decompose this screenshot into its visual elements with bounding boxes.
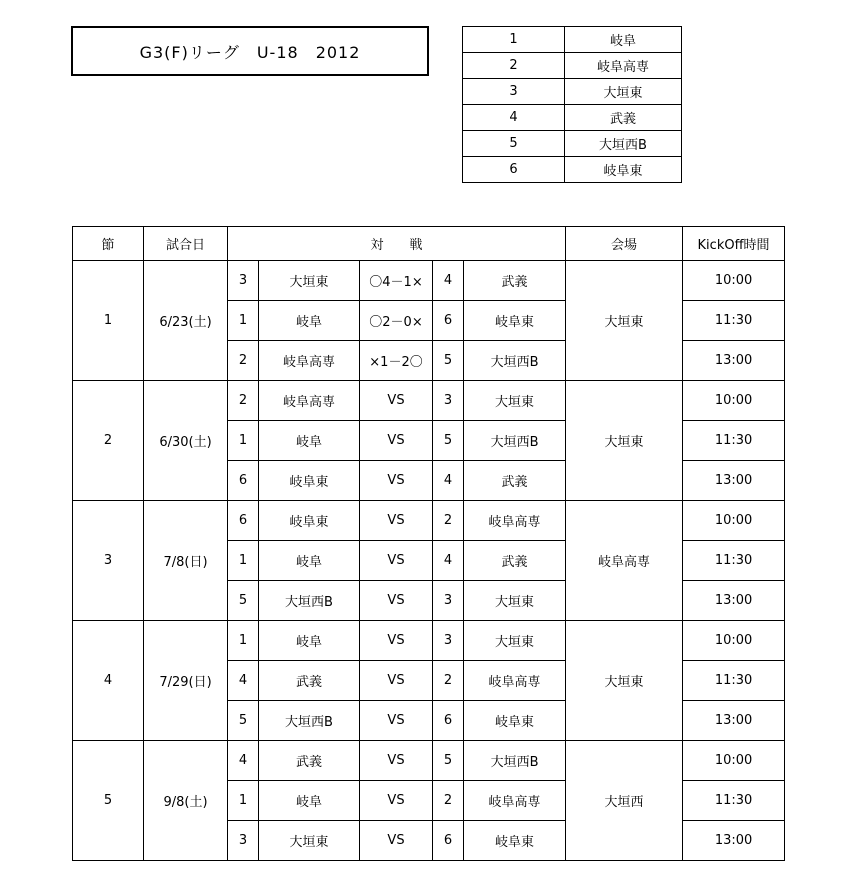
away-team-name: 岐阜東: [464, 301, 566, 341]
away-team-name: 大垣西B: [464, 421, 566, 461]
team-row: [463, 157, 682, 183]
team-name: 大垣東: [565, 79, 682, 105]
away-team-number: 5: [433, 741, 464, 781]
page-title: G3(F)リーグ U-18 2012: [71, 26, 429, 76]
kickoff-time: 10:00: [683, 501, 785, 541]
kickoff-time: 11:30: [683, 781, 785, 821]
match-result: VS: [360, 581, 433, 621]
away-team-name: 武義: [464, 461, 566, 501]
kickoff-time: 11:30: [683, 661, 785, 701]
home-team-name: 岐阜: [259, 781, 360, 821]
team-number: 4: [463, 105, 565, 131]
header-match: 対 戦: [228, 227, 566, 261]
team-name: 岐阜: [565, 27, 682, 53]
round-number: 4: [73, 621, 144, 741]
home-team-name: 大垣西B: [259, 701, 360, 741]
match-row: [73, 741, 785, 781]
away-team-number: 5: [433, 341, 464, 381]
match-result: VS: [360, 741, 433, 781]
match-result: VS: [360, 821, 433, 861]
away-team-name: 大垣東: [464, 621, 566, 661]
kickoff-time: 11:30: [683, 541, 785, 581]
team-number: 3: [463, 79, 565, 105]
match-result: VS: [360, 701, 433, 741]
team-number: 2: [463, 53, 565, 79]
match-result: VS: [360, 501, 433, 541]
home-team-name: 岐阜: [259, 421, 360, 461]
home-team-number: 1: [228, 541, 259, 581]
home-team-name: 岐阜: [259, 301, 360, 341]
away-team-number: 3: [433, 581, 464, 621]
team-list-table: [462, 26, 682, 183]
kickoff-time: 13:00: [683, 341, 785, 381]
home-team-number: 1: [228, 421, 259, 461]
home-team-name: 岐阜東: [259, 461, 360, 501]
match-result: VS: [360, 661, 433, 701]
home-team-name: 大垣東: [259, 261, 360, 301]
away-team-number: 3: [433, 621, 464, 661]
away-team-number: 2: [433, 661, 464, 701]
kickoff-time: 10:00: [683, 621, 785, 661]
kickoff-time: 11:30: [683, 421, 785, 461]
venue: 大垣東: [566, 261, 683, 381]
away-team-number: 4: [433, 541, 464, 581]
home-team-number: 3: [228, 821, 259, 861]
schedule-table: [72, 226, 785, 861]
home-team-number: 5: [228, 581, 259, 621]
home-team-number: 4: [228, 661, 259, 701]
match-date: 7/8(日): [144, 501, 228, 621]
away-team-number: 2: [433, 501, 464, 541]
home-team-number: 6: [228, 461, 259, 501]
home-team-number: 2: [228, 341, 259, 381]
match-result: 〇2－0×: [360, 301, 433, 341]
kickoff-time: 10:00: [683, 261, 785, 301]
match-result: VS: [360, 421, 433, 461]
header-round: 節: [73, 227, 144, 261]
team-row: [463, 53, 682, 79]
home-team-name: 岐阜: [259, 621, 360, 661]
match-result: ×1－2〇: [360, 341, 433, 381]
home-team-number: 1: [228, 781, 259, 821]
kickoff-time: 13:00: [683, 461, 785, 501]
match-result: VS: [360, 461, 433, 501]
away-team-number: 3: [433, 381, 464, 421]
away-team-name: 岐阜高専: [464, 781, 566, 821]
match-row: [73, 501, 785, 541]
home-team-name: 大垣東: [259, 821, 360, 861]
header-date: 試合日: [144, 227, 228, 261]
home-team-name: 岐阜東: [259, 501, 360, 541]
away-team-number: 5: [433, 421, 464, 461]
venue: 大垣東: [566, 381, 683, 501]
round-number: 1: [73, 261, 144, 381]
home-team-number: 1: [228, 621, 259, 661]
match-date: 7/29(日): [144, 621, 228, 741]
venue: 岐阜高専: [566, 501, 683, 621]
team-number: 1: [463, 27, 565, 53]
match-row: [73, 261, 785, 301]
match-result: VS: [360, 541, 433, 581]
kickoff-time: 11:30: [683, 301, 785, 341]
away-team-name: 岐阜東: [464, 821, 566, 861]
home-team-number: 4: [228, 741, 259, 781]
home-team-name: 岐阜高専: [259, 341, 360, 381]
match-date: 9/8(土): [144, 741, 228, 861]
team-row: [463, 79, 682, 105]
away-team-name: 大垣東: [464, 381, 566, 421]
away-team-number: 4: [433, 261, 464, 301]
away-team-name: 岐阜高専: [464, 501, 566, 541]
home-team-name: 武義: [259, 741, 360, 781]
home-team-number: 2: [228, 381, 259, 421]
away-team-name: 岐阜高専: [464, 661, 566, 701]
team-number: 5: [463, 131, 565, 157]
team-name: 岐阜東: [565, 157, 682, 183]
team-row: [463, 131, 682, 157]
home-team-number: 3: [228, 261, 259, 301]
away-team-number: 6: [433, 701, 464, 741]
match-result: VS: [360, 621, 433, 661]
header-venue: 会場: [566, 227, 683, 261]
team-name: 武義: [565, 105, 682, 131]
match-date: 6/30(土): [144, 381, 228, 501]
schedule-header-row: [73, 227, 785, 261]
home-team-number: 5: [228, 701, 259, 741]
round-number: 2: [73, 381, 144, 501]
away-team-number: 6: [433, 301, 464, 341]
kickoff-time: 13:00: [683, 821, 785, 861]
away-team-name: 武義: [464, 261, 566, 301]
away-team-name: 武義: [464, 541, 566, 581]
away-team-number: 4: [433, 461, 464, 501]
team-name: 大垣西B: [565, 131, 682, 157]
round-number: 5: [73, 741, 144, 861]
team-name: 岐阜高専: [565, 53, 682, 79]
header-kickoff: KickOff時間: [683, 227, 785, 261]
match-row: [73, 381, 785, 421]
home-team-name: 岐阜高専: [259, 381, 360, 421]
round-number: 3: [73, 501, 144, 621]
kickoff-time: 13:00: [683, 581, 785, 621]
away-team-name: 大垣西B: [464, 341, 566, 381]
match-result: 〇4－1×: [360, 261, 433, 301]
away-team-name: 大垣西B: [464, 741, 566, 781]
home-team-number: 1: [228, 301, 259, 341]
match-row: [73, 621, 785, 661]
team-number: 6: [463, 157, 565, 183]
away-team-number: 2: [433, 781, 464, 821]
team-row: [463, 105, 682, 131]
home-team-name: 岐阜: [259, 541, 360, 581]
venue: 大垣東: [566, 621, 683, 741]
away-team-number: 6: [433, 821, 464, 861]
team-row: [463, 27, 682, 53]
home-team-number: 6: [228, 501, 259, 541]
match-result: VS: [360, 381, 433, 421]
match-date: 6/23(土): [144, 261, 228, 381]
match-result: VS: [360, 781, 433, 821]
venue: 大垣西: [566, 741, 683, 861]
away-team-name: 大垣東: [464, 581, 566, 621]
kickoff-time: 10:00: [683, 381, 785, 421]
away-team-name: 岐阜東: [464, 701, 566, 741]
home-team-name: 武義: [259, 661, 360, 701]
kickoff-time: 13:00: [683, 701, 785, 741]
home-team-name: 大垣西B: [259, 581, 360, 621]
kickoff-time: 10:00: [683, 741, 785, 781]
